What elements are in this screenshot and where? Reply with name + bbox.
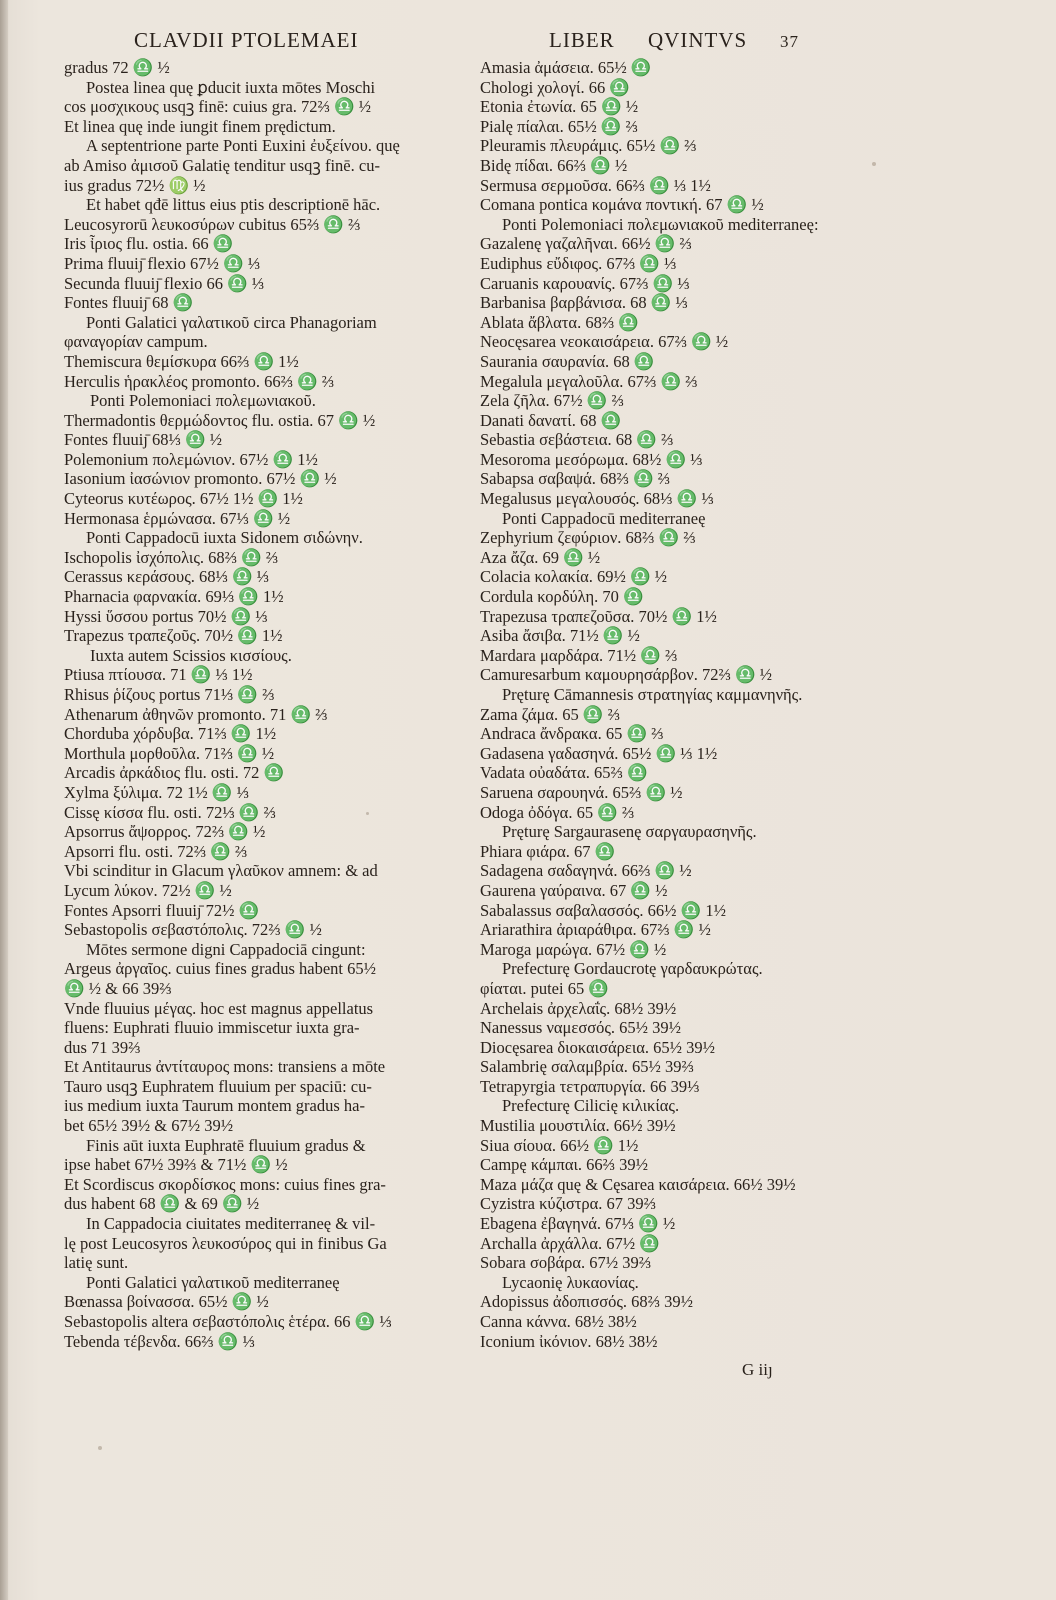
right-column-line: Saruena σαρουηνά. 65⅔ ♎ ½ <box>480 782 683 802</box>
left-column-line: Argeus ἀργαῖος. cuius fines gradus habent 65½ <box>64 959 377 979</box>
left-column-line: Ptiusa πτίουσα. 71 ♎ ⅓ 1½ <box>64 665 253 685</box>
right-column-line: Prefecturę Gordaucrotę γαρδαυκρώτας. <box>502 959 763 979</box>
right-column-line: Zephyrium ζεφύριον. 68⅔ ♎ ⅔ <box>480 528 696 548</box>
left-column-line: ab Amiso ἀμισοῦ Galatię tenditur usqꝫ finē. cu- <box>64 155 380 175</box>
right-column-line: Adopissus ἀδοπισσός. 68⅔ 39½ <box>480 1292 694 1312</box>
paper-speck <box>366 812 369 815</box>
left-column-line: Cissę κίσσα flu. osti. 72⅓ ♎ ⅔ <box>64 802 276 822</box>
right-column-line: Cordula κορδύλη. 70 ♎ <box>480 587 644 607</box>
signature-mark: G iiȷ <box>742 1360 773 1379</box>
right-column-line: Mesoroma μεσόρωμα. 68½ ♎ ⅓ <box>480 449 703 469</box>
left-column-line: Cerassus κεράσους. 68⅓ ♎ ⅓ <box>64 567 270 587</box>
left-column-line: ♎ ½ & 66 39⅔ <box>64 978 172 998</box>
left-column-line: Vbi scinditur in Glacum γλαῦκον amnem: & ad <box>64 861 378 881</box>
right-column-line: Megalusus μεγαλουσός. 68⅓ ♎ ⅓ <box>480 489 714 509</box>
right-column-line: Iconium ἰκόνιον. 68½ 38½ <box>480 1331 658 1351</box>
right-column-line: Gaurena γαύραινα. 67 ♎ ½ <box>480 880 668 900</box>
left-column-line: fluens: Euphrati fluuio immiscetur iuxta gra- <box>64 1018 360 1038</box>
left-column-line: Mōtes sermone digni Cappadociā cingunt: <box>86 939 366 959</box>
right-column-line: Diocęsarea διοκαισάρεια. 65½ 39½ <box>480 1037 716 1057</box>
left-column-line: Arcadis ἀρκάδιος flu. osti. 72 ♎ <box>64 763 285 783</box>
right-column-line: Neocęsarea νεοκαισάρεια. 67⅔ ♎ ½ <box>480 332 729 352</box>
right-column-line: Archalla ἀρχάλλα. 67½ ♎ <box>480 1233 660 1253</box>
left-column-line: cos μοσχικους usqꝫ finē: cuius gra. 72⅔ ♎ ½ <box>64 97 372 117</box>
left-column-line: Et Antitaurus ἀντίταυρος mons: transiens a mōte <box>64 1057 386 1077</box>
right-column-line: Odoga ὀδόγα. 65 ♎ ⅔ <box>480 802 635 822</box>
left-column-line: Sebastopolis altera σεβαστόπολις ἑτέρα. 66 ♎ ⅓ <box>64 1312 392 1331</box>
left-column-line: Bœnassa βοίνασσα. 65½ ♎ ½ <box>64 1292 269 1312</box>
right-column-line: Archelais ἀρχελαΐς. 68½ 39½ <box>480 998 677 1018</box>
left-column-line: Thermadontis θερμώδοντος flu. ostia. 67 ♎ ½ <box>64 410 376 430</box>
right-column-line: Ariarathira ἀριαράθιρα. 67⅔ ♎ ½ <box>480 920 711 940</box>
paper-speck <box>98 1446 102 1450</box>
left-column-line: Hermonasa ἑρμώνασα. 67⅓ ♎ ½ <box>64 508 291 528</box>
left-column-line: Finis aūt iuxta Euphratē fluuium gradus & <box>86 1135 366 1155</box>
left-column-line: Hyssi ὕσσου portus 70½ ♎ ⅓ <box>64 606 268 626</box>
left-column-line: Fontes fluuiȷ̄ 68⅓ ♎ ½ <box>64 430 223 450</box>
right-column-line: Caruanis καρουανίς. 67⅔ ♎ ⅓ <box>480 273 690 293</box>
left-column-line: Tauro usqꝫ Euphratem fluuium per spaciū: cu- <box>64 1076 372 1096</box>
left-column-line: Prima fluuiȷ̄ flexio 67½ ♎ ⅓ <box>64 253 261 273</box>
left-column-line: A septentrione parte Ponti Euxini ἐυξείνου. quę <box>86 136 400 156</box>
left-column-line: Sebastopolis σεβαστόπολις. 72⅔ ♎ ½ <box>64 920 322 940</box>
right-column-line: Nanessus ναμεσσός. 65½ 39½ <box>480 1018 682 1038</box>
right-column-line: Andraca ἄνδρακα. 65 ♎ ⅔ <box>480 724 664 744</box>
left-column-line: Lycum λύκον. 72½ ♎ ½ <box>64 880 232 900</box>
left-column-line: φαναγορίαν campum. <box>64 332 208 352</box>
right-column-line: Zama ζάμα. 65 ♎ ⅔ <box>480 704 620 724</box>
right-column-line: Pialę πίαλαι. 65½ ♎ ⅔ <box>480 116 638 136</box>
left-column-line: Morthula μορθοῦλα. 71⅔ ♎ ½ <box>64 743 275 763</box>
right-column-line: Sebastia σεβάστεια. 68 ♎ ⅔ <box>480 430 674 450</box>
right-column-line: Barbanisa βαρβάνισα. 68 ♎ ⅓ <box>480 293 688 313</box>
right-column-line: Sermusa σερμοῦσα. 66⅔ ♎ ⅓ 1½ <box>480 175 711 195</box>
header-author: CLAVDII PTOLEMAEI <box>134 28 359 52</box>
right-column-line: Tetrapyrgia τετραπυργία. 66 39⅓ <box>480 1076 700 1096</box>
header-quintus: QVINTVS <box>648 28 748 52</box>
left-column-line: Fontes fluuiȷ̄ 68 ♎ <box>64 293 194 313</box>
right-column-line: Gazalenę γαζαλῆναι. 66½ ♎ ⅔ <box>480 234 692 254</box>
left-column-line: Themiscura θεμίσκυρα 66⅔ ♎ 1½ <box>64 351 299 371</box>
right-column-line: Amasia ἀμάσεια. 65½ ♎ <box>480 58 652 77</box>
right-column-line: Chologi χολογί. 66 ♎ <box>480 77 630 97</box>
binding-gutter <box>0 0 8 1600</box>
left-column-line: gradus 72 ♎ ½ <box>64 58 170 77</box>
right-column-line: Saurania σαυρανία. 68 ♎ <box>480 351 655 371</box>
left-column-line: Leucosyrorū λευκοσύρων cubitus 65⅔ ♎ ⅔ <box>64 214 361 234</box>
right-column-line: Ponti Cappadocū mediterraneę <box>502 508 706 528</box>
right-column-line: Campę κάμπαι. 66⅔ 39½ <box>480 1155 649 1175</box>
left-column-line: Cyteorus κυτέωρος. 67½ 1½ ♎ 1½ <box>64 489 303 509</box>
left-column-line: Postea linea quę ꝑducit iuxta mōtes Moschi <box>86 77 376 97</box>
left-column-line: Secunda fluuiȷ̄ flexio 66 ♎ ⅓ <box>64 273 265 293</box>
running-header <box>0 28 1056 58</box>
right-column-line: Vadata οὐαδάτα. 65⅔ ♎ <box>480 763 648 783</box>
right-column-line: Aza ἄζα. 69 ♎ ½ <box>480 547 601 567</box>
right-column-line: Maza μάζα quę & Cęsarea καισάρεια. 66½ 39½ <box>480 1174 796 1194</box>
left-column-line: Herculis ἡρακλέος promonto. 66⅔ ♎ ⅔ <box>64 371 335 391</box>
right-column-line: Bidę πίδαι. 66⅔ ♎ ½ <box>480 155 628 175</box>
right-column-line: Pleuramis πλευράμις. 65½ ♎ ⅔ <box>480 136 697 156</box>
right-column-line: Mardara μαρδάρα. 71½ ♎ ⅔ <box>480 645 678 665</box>
right-column-line: Eudiphus εὔδιφος. 67⅔ ♎ ⅓ <box>480 253 677 273</box>
left-column-line: Ponti Galatici γαλατικοῦ mediterraneę <box>86 1272 340 1292</box>
left-column-line: Ponti Polemoniaci πολεμωνιακοῦ. <box>90 391 316 411</box>
left-column-line: Fontes Apsorri fluuiȷ̄ 72½ ♎ <box>64 900 260 920</box>
right-column-line: Megalula μεγαλοῦλα. 67⅔ ♎ ⅔ <box>480 371 698 391</box>
left-column-line: dus 71 39⅔ <box>64 1037 141 1057</box>
right-column-line: Etonia ἐτωνία. 65 ♎ ½ <box>480 97 639 117</box>
left-column-line: Polemonium πολεμώνιον. 67½ ♎ 1½ <box>64 449 318 469</box>
right-column-line: Pręturę Sargaurasenę σαργαυρασηνῆς. <box>502 822 757 842</box>
right-column-line: Canna κάννα. 68½ 38½ <box>480 1312 637 1331</box>
right-column-line: Zela ζῆλα. 67½ ♎ ⅔ <box>480 391 624 411</box>
left-column-line: Et Scordiscus σκορδίσκος mons: cuius fines gra- <box>64 1174 386 1194</box>
right-text-column <box>480 58 840 1351</box>
folio-number: 37 <box>780 32 799 51</box>
right-column-line: Asiba ἄσιβα. 71½ ♎ ½ <box>480 626 640 646</box>
left-column-line: Trapezus τραπεζοῦς. 70½ ♎ 1½ <box>64 626 283 646</box>
right-column-line: Sadagena σαδαγηνά. 66⅔ ♎ ½ <box>480 861 692 881</box>
left-column-line: Rhisus ῥίζους portus 71⅓ ♎ ⅔ <box>64 685 275 704</box>
right-column-line: Comana pontica κομάνα ποντική. 67 ♎ ½ <box>480 195 764 215</box>
left-column-line: Ponti Galatici γαλατικοῦ circa Phanagoriam <box>86 312 377 332</box>
left-column-line: Pharnacia φαρνακία. 69⅓ ♎ 1½ <box>64 587 284 607</box>
right-column-line: Sabalassus σαβαλασσός. 66½ ♎ 1½ <box>480 900 726 920</box>
left-column-line: Ponti Cappadocū iuxta Sidonem σιδώνην. <box>86 528 363 548</box>
right-column-line: Trapezusa τραπεζοῦσα. 70½ ♎ 1½ <box>480 606 717 626</box>
right-column-line: Mustilia μουστιλία. 66½ 39½ <box>480 1116 676 1136</box>
right-column-line: Camuresarbum καμουρησάρβον. 72⅔ ♎ ½ <box>480 665 773 685</box>
left-column-line: Iuxta autem Scissios κισσίους. <box>90 645 292 665</box>
left-column-line: Tebenda τέβενδα. 66⅔ ♎ ⅓ <box>64 1331 255 1351</box>
right-column-line: Maroga μαρώγα. 67½ ♎ ½ <box>480 939 667 959</box>
right-column-line: Siua σίουα. 66½ ♎ 1½ <box>480 1135 639 1155</box>
left-column-line: Vnde fluuius μέγας. hoc est magnus appellatus <box>64 998 374 1018</box>
left-column-line: ius gradus 72½ ♍ ½ <box>64 175 206 195</box>
left-column-line: latię sunt. <box>64 1253 129 1273</box>
right-column-line: Colacia κολακία. 69½ ♎ ½ <box>480 567 668 587</box>
right-column-line: Sabapsa σαβαψά. 68⅔ ♎ ⅔ <box>480 469 671 489</box>
left-column-line: In Cappadocia ciuitates mediterraneę & vil- <box>86 1214 376 1234</box>
header-liber: LIBER <box>549 28 615 52</box>
left-column-line: dus habent 68 ♎ & 69 ♎ ½ <box>64 1194 260 1214</box>
left-column-line: Et linea quę inde iungit finem prędictum. <box>64 116 336 136</box>
right-column-line: Cyzistra κύζιστρα. 67 39⅔ <box>480 1194 657 1214</box>
right-column-line: Pręturę Cāmannesis στρατηγίας καμμανηνῆς. <box>502 685 803 704</box>
right-column-line: Ablata ἄβλατα. 68⅔ ♎ <box>480 312 639 332</box>
right-column-line: Danati δανατί. 68 ♎ <box>480 410 622 430</box>
left-column-line: Xylma ξύλιμα. 72 1½ ♎ ⅓ <box>64 782 249 802</box>
left-column-line: Chorduba χόρδυβα. 71⅔ ♎ 1½ <box>64 724 277 744</box>
left-column-line: Ischopolis ἰσχόπολις. 68⅔ ♎ ⅔ <box>64 547 279 567</box>
right-column-line: Prefecturę Cilicię κιλικίας. <box>502 1096 680 1116</box>
left-column-line: Et habet qđē littus eius ptis descriptionē hāc. <box>86 195 381 215</box>
left-column-line: ipse habet 67½ 39⅔ & 71½ ♎ ½ <box>64 1155 288 1175</box>
left-column-line: bet 65½ 39½ & 67½ 39½ <box>64 1116 234 1136</box>
right-column-line: Sobara σοβάρα. 67½ 39⅔ <box>480 1253 652 1273</box>
paper-speck <box>872 162 876 166</box>
left-column-line: lę post Leucosyros λευκοσύρος qui in finibus Ga <box>64 1233 387 1253</box>
left-text-column <box>64 58 414 1351</box>
right-column-line: Ponti Polemoniaci πολεμωνιακοῦ mediterraneę: <box>502 214 819 234</box>
right-column-line: Phiara φιάρα. 67 ♎ <box>480 841 616 861</box>
left-column-line: Iris ἶριος flu. ostia. 66 ♎ <box>64 234 234 254</box>
right-column-line: Ebagena ἐβαγηνά. 67⅓ ♎ ½ <box>480 1214 676 1234</box>
left-column-line: Iasonium ἰασώνιον promonto. 67½ ♎ ½ <box>64 469 337 489</box>
right-column-line: Lycaonię λυκαονίας. <box>502 1272 639 1292</box>
right-column-line: φίαται. putei 65 ♎ <box>480 978 609 998</box>
left-column-line: ius medium iuxta Taurum montem gradus ha- <box>64 1096 365 1116</box>
right-column-line: Salambrię σαλαμβρία. 65½ 39⅔ <box>480 1057 694 1077</box>
left-column-line: Apsorrus ἄψορρος. 72⅔ ♎ ½ <box>64 822 266 842</box>
left-column-line: Apsorri flu. osti. 72⅔ ♎ ⅔ <box>64 841 248 861</box>
right-column-line: Gadasena γαδασηνά. 65½ ♎ ⅓ 1½ <box>480 743 718 763</box>
left-column-line: Athenarum ἀθηνῶν promonto. 71 ♎ ⅔ <box>64 704 328 724</box>
